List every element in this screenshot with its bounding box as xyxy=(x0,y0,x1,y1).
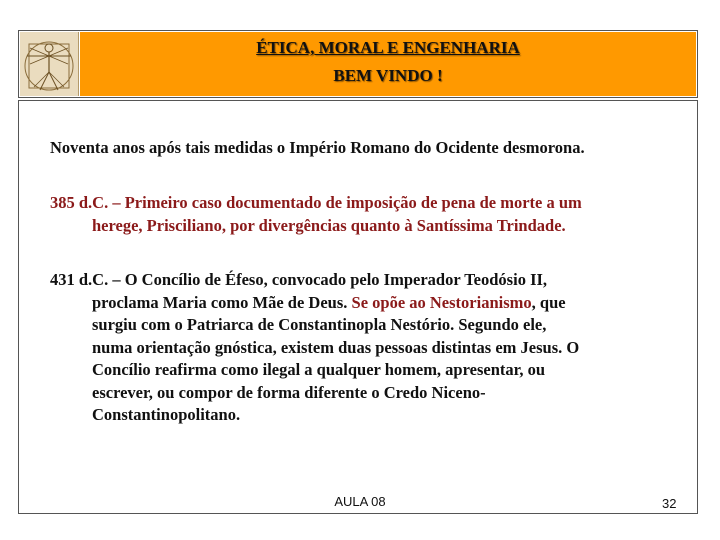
page-title: ÉTICA, MORAL E ENGENHARIA xyxy=(256,38,520,57)
paragraph-line: 385 d.C. – Primeiro caso documentado de imposição de pena de morte a um xyxy=(50,193,582,212)
paragraph-line: escrever, ou compor de forma diferente o Credo Niceno- xyxy=(92,382,486,402)
vitruvian-man-icon xyxy=(20,32,79,96)
paragraph-line: numa orientação gnóstica, existem duas pessoas distintas em Jesus. O xyxy=(92,337,580,357)
paragraph-intro xyxy=(50,137,696,160)
paragraph-385 xyxy=(50,192,696,237)
paragraph-line: Noventa anos após tais medidas o Império Romano do Ocidente desmorona. xyxy=(50,138,585,157)
paragraph-line: surgiu com o Patriarca de Constantinopla Nestório. Segundo ele, xyxy=(92,315,547,334)
paragraph-line: 431 d.C. – O Concílio de Éfeso, convocado pelo Imperador Teodósio II, xyxy=(50,270,548,289)
highlight-nestorianism: Se opõe ao Nestorianismo xyxy=(351,292,532,312)
paragraph-line: Constantinopolitano. xyxy=(92,405,241,424)
page-subtitle: BEM VINDO ! xyxy=(333,66,443,85)
paragraph-line: Concílio reafirma como ilegal a qualquer homem, apresentar, ou xyxy=(92,360,546,379)
paragraph-line-mixed xyxy=(50,292,696,315)
paragraph-line: herege, Prisciliano, por divergências quanto à Santíssima Trindade. xyxy=(92,215,566,235)
text-segment: proclama Maria como Mãe de Deus. xyxy=(92,292,348,312)
title-banner xyxy=(80,32,696,96)
text-segment: , que xyxy=(531,292,566,312)
paragraph-431 xyxy=(50,269,696,427)
footer-label: AULA 08 xyxy=(334,494,386,509)
page-number: 32 xyxy=(662,496,677,511)
